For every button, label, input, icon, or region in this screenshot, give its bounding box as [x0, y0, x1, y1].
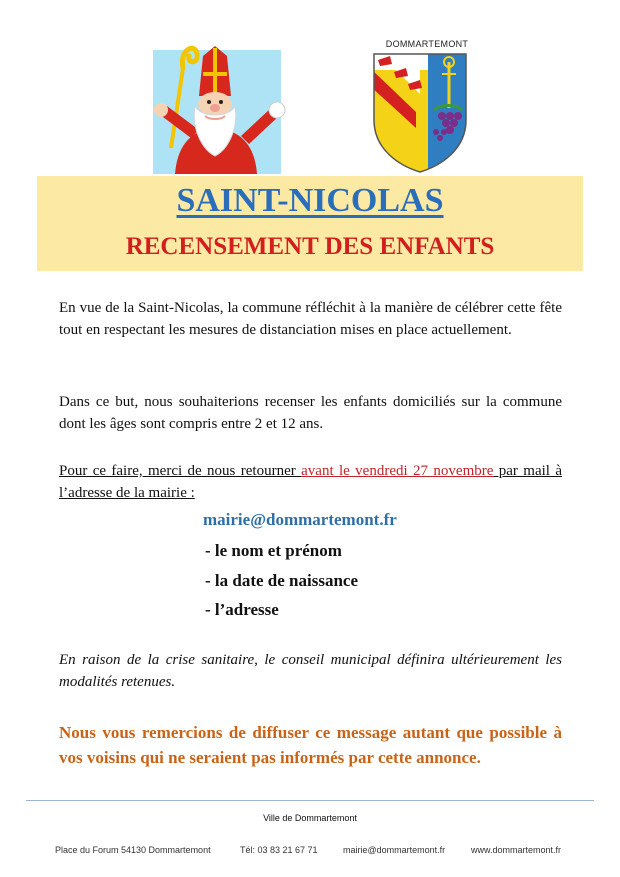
mairie-email-link[interactable]: mairie@dommartemont.fr — [203, 510, 397, 529]
closing-message: Nous vous remercions de diffuser ce message autant que possible à vos voisins qui ne seraient pas informés par cette annonce. — [59, 723, 562, 767]
footer-divider — [26, 800, 594, 801]
list-item: - l’adresse — [205, 600, 279, 619]
instruction-text-end: par mail à l’adresse de la mairie : — [59, 463, 562, 501]
page-title: SAINT-NICOLAS — [176, 182, 444, 219]
crest-caption: DOMMARTEMONT — [385, 39, 469, 49]
purpose-paragraph: Dans ce but, nous souhaiterions recenser les enfants domiciliés sur la commune dont les âges sont compris entre 2 et 12 ans. — [59, 394, 562, 432]
footer-address: Place du Forum 54130 Dommartemont — [55, 845, 211, 855]
intro-paragraph: En vue de la Saint-Nicolas, la commune réfléchit à la manière de célébrer cette fête tout en respectant les mesures de distanciation mises en place actuellement. — [59, 300, 562, 338]
saint-nicolas-illustration — [145, 38, 287, 174]
footer-website-link[interactable]: www.dommartemont.fr — [471, 845, 562, 855]
list-item: - le nom et prénom — [205, 541, 342, 560]
sanitary-notice: En raison de la crise sanitaire, le conseil municipal définira ultérieurement les modalités retenues. — [59, 652, 562, 690]
list-item: - la date de naissance — [205, 571, 358, 590]
footer-town: Ville de Dommartemont — [263, 813, 357, 823]
footer-phone: Tél: 03 83 21 67 71 — [240, 845, 318, 855]
page-subtitle: RECENSEMENT DES ENFANTS — [125, 233, 495, 260]
coat-of-arms-emblem — [370, 50, 470, 175]
footer-email-link[interactable]: mairie@dommartemont.fr — [343, 845, 446, 855]
deadline-text: avant le vendredi 27 novembre — [301, 463, 494, 479]
instruction-paragraph — [59, 461, 562, 504]
instruction-text: Pour ce faire, merci de nous retourner — [59, 463, 302, 479]
